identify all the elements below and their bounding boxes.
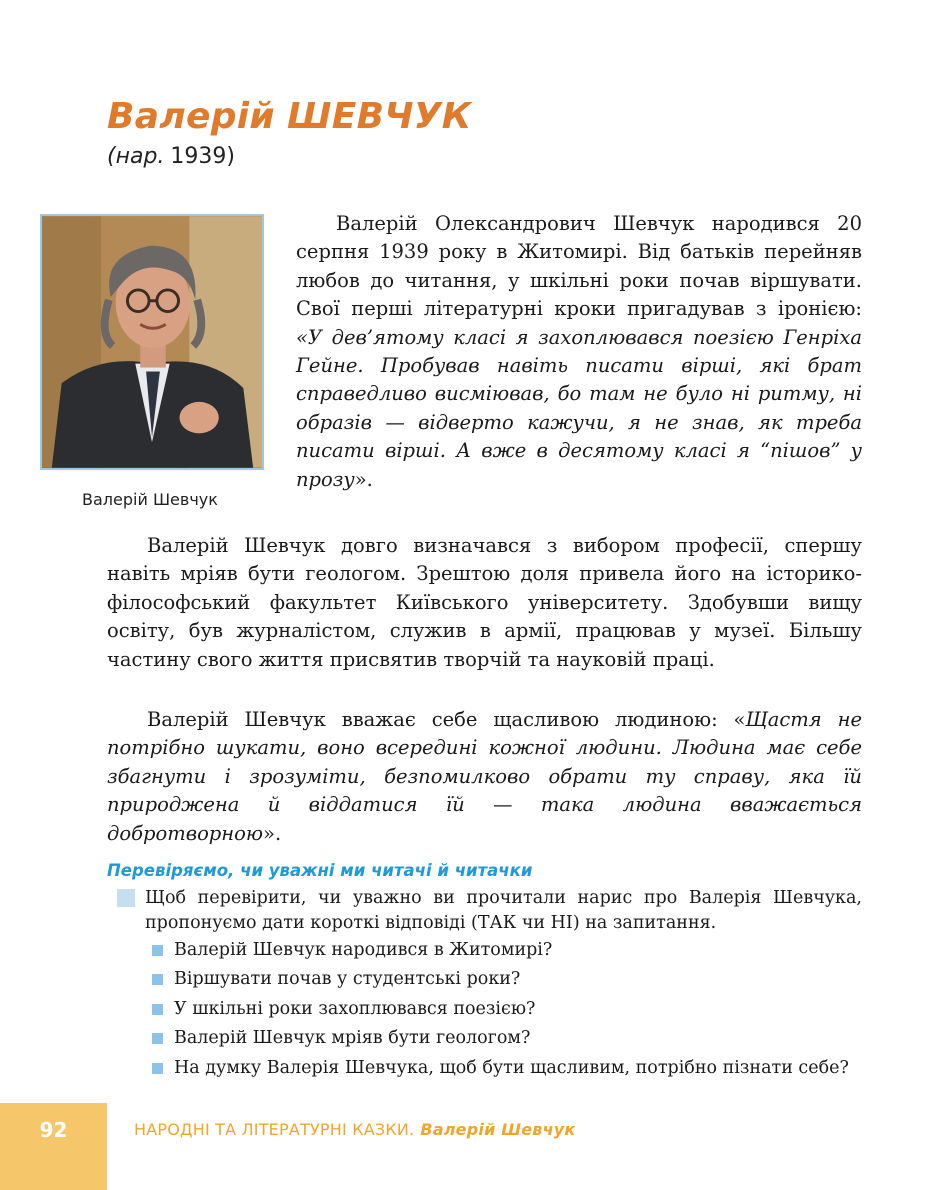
question-text: У шкільні роки захоплювався поезією?	[174, 998, 536, 1019]
biography-paragraph-1	[296, 210, 862, 494]
quiz-heading: Перевіряємо, чи уважні ми читачі й читачки	[107, 861, 533, 880]
running-head	[134, 1120, 575, 1139]
title-first-name: Валерій	[107, 96, 275, 137]
running-head-author: Валерій Шевчук	[420, 1120, 576, 1139]
question-item	[152, 938, 864, 962]
bullet-square-icon	[152, 1063, 163, 1074]
question-text: Валерій Шевчук народився в Житомирі?	[174, 940, 553, 960]
p1-text: Валерій Олександрович Шевчук народився 20 серпня 1939 року в Житомирі. Від батьків перейняв любов до читання, у шкільні роки почав віршувати. Свої перші літературні кроки пригадував з іронією:	[296, 212, 862, 321]
bullet-square-icon	[152, 1033, 163, 1044]
quiz-intro: Щоб перевірити, чи уважно ви прочитали нарис про Валерія Шевчука, пропонуємо дати короткі відповіді (ТАК чи НІ) на запитання.	[145, 888, 862, 933]
birth-year-value: 1939)	[170, 144, 235, 169]
question-list	[152, 938, 864, 1085]
p3-text: Валерій Шевчук вважає себе щасливою людиною: «	[147, 708, 746, 731]
portrait-illustration	[42, 216, 262, 468]
biography-paragraph-3	[107, 706, 862, 848]
title-last-name: ШЕВЧУК	[286, 96, 472, 137]
p1-end: ».	[354, 467, 373, 491]
bullet-square-icon	[152, 945, 163, 956]
question-item	[152, 1026, 864, 1050]
question-text: Віршувати почав у студентські роки?	[174, 969, 521, 990]
page-number: 92	[39, 1118, 68, 1142]
running-head-section: НАРОДНІ ТА ЛІТЕРАТУРНІ КАЗКИ.	[134, 1120, 415, 1139]
p3-end: ».	[263, 821, 282, 845]
bullet-square-icon	[152, 974, 163, 985]
question-item	[152, 997, 864, 1021]
question-item	[152, 967, 864, 991]
task-square-icon	[117, 889, 135, 907]
portrait-caption: Валерій Шевчук	[82, 490, 218, 509]
page-number-block	[0, 1103, 107, 1190]
p1-quote: «У дев’ятому класі я захоплювався поезією Генріха Гейне. Пробував навіть писати вірші, які брат справедливо висміював, бо там не було ні ритму, ні образів — відверто кажучи, я не знав, як треба писати вірші. А вже в десятому класі я “пішов” у прозу	[296, 325, 862, 491]
question-text: На думку Валерія Шевчука, щоб бути щасливим, потрібно пізнати себе?	[174, 1057, 849, 1078]
page-title	[107, 96, 472, 137]
birth-year	[107, 144, 235, 169]
question-text: Валерій Шевчук мріяв бути геологом?	[174, 1028, 531, 1049]
p3-quote: Щастя не потрібно шукати, воно всередині кожної людини. Людина має себе збагнути і зрозуміти, безпомилково обрати ту справу, яка їй природжена й віддатися їй — така людина вважається добротворною	[107, 708, 862, 845]
bullet-square-icon	[152, 1004, 163, 1015]
author-portrait	[40, 214, 264, 470]
biography-paragraph-2: Валерій Шевчук довго визначався з вибором професії, спершу навіть мріяв бути геологом. Зрештою доля привела його на історико-філософський факультет Київського університету. Здобувши вищу освіту, був журналістом, служив в армії, працював у музеї. Більшу частину свого життя присвятив творчій та науковій праці.	[107, 534, 862, 671]
question-item	[152, 1056, 864, 1080]
quiz-task	[117, 886, 862, 936]
birth-year-label: (нар.	[107, 144, 165, 169]
